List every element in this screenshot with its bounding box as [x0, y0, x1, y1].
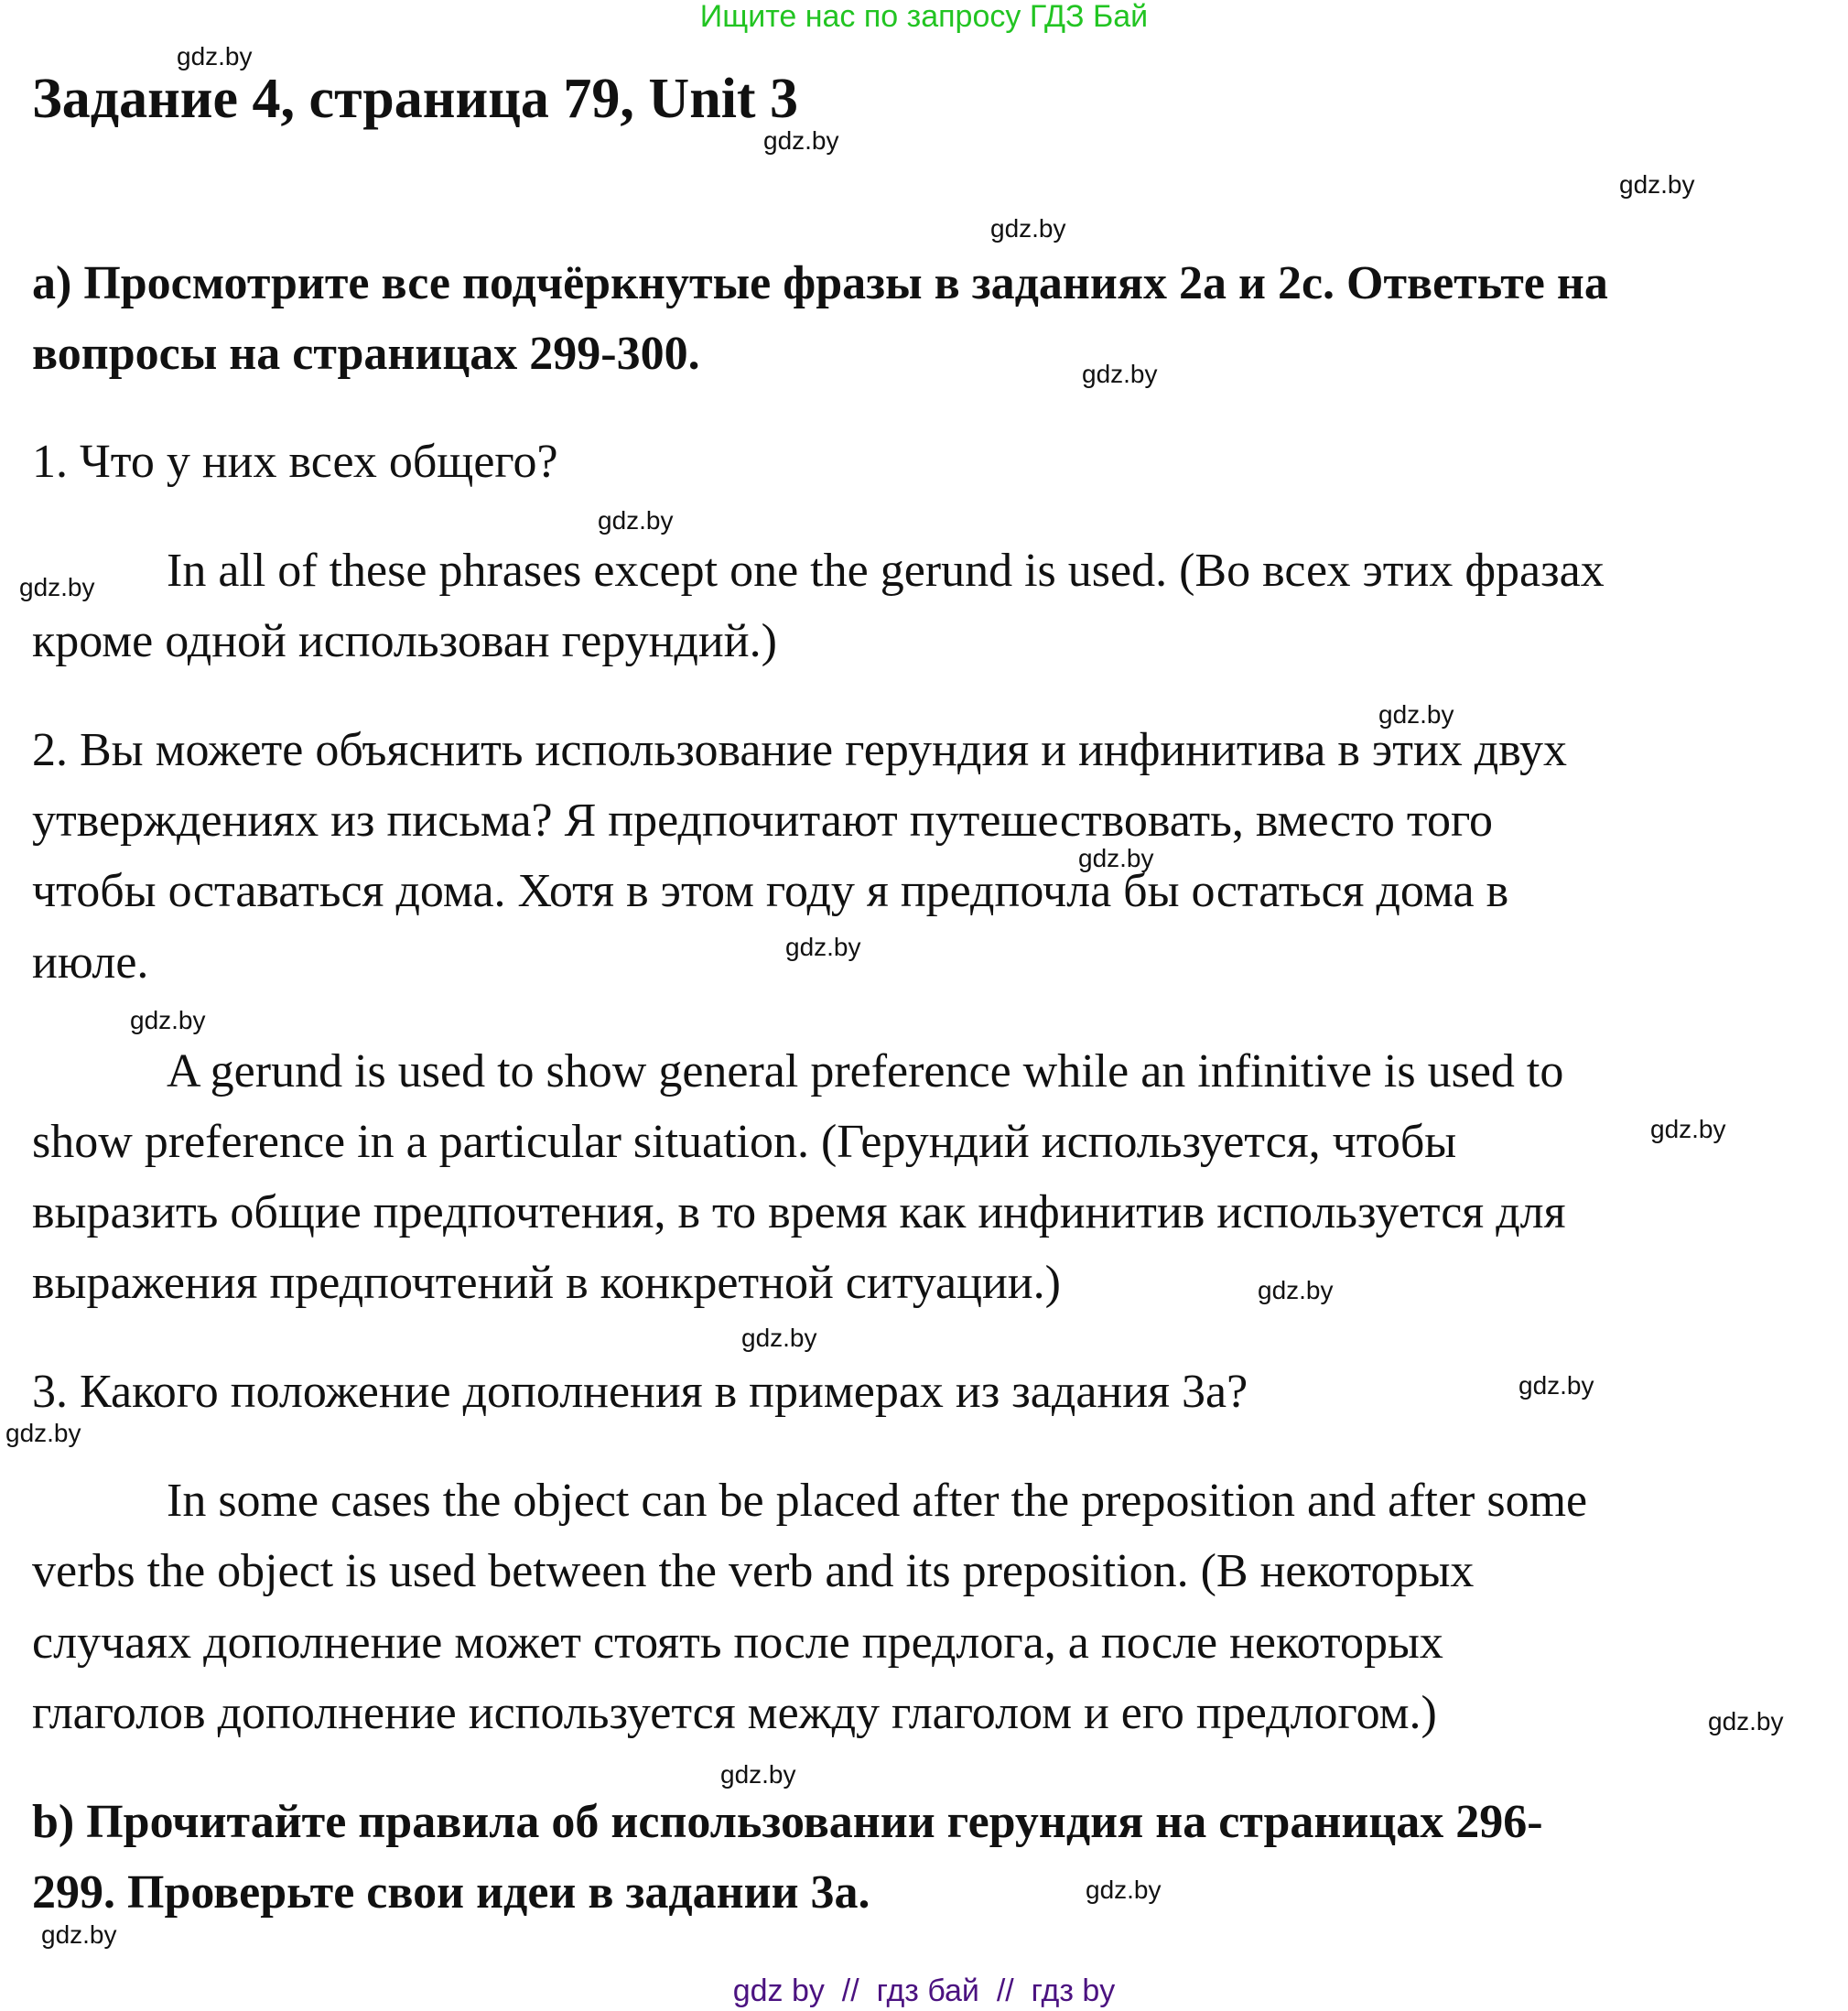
watermark: gdz.by	[1378, 700, 1454, 729]
task-b-line: 299. Проверьте свои идеи в задании 3а.	[32, 1866, 870, 1919]
task-b-line: b) Прочитайте правила об использовании герундия на страницах 296-	[32, 1796, 1543, 1848]
watermark: gdz.by	[1082, 360, 1158, 388]
question-2-line: чтобы оставаться дома. Хотя в этом году я предпочла бы остаться дома в	[32, 865, 1509, 917]
answer-3-line: случаях дополнение может стоять после предлога, а после некоторых	[32, 1616, 1443, 1669]
answer-1-line: In all of these phrases except one the gerund is used. (Во всех этих фразах	[167, 545, 1605, 597]
task-a-line: а) Просмотрите все подчёркнутые фразы в заданиях 2а и 2с. Ответьте на	[32, 257, 1608, 309]
page-title: Задание 4, страница 79, Unit 3	[32, 68, 799, 130]
answer-2-line: A gerund is used to show general preference while an infinitive is used to	[167, 1045, 1564, 1097]
watermark: gdz.by	[1650, 1115, 1726, 1143]
watermark: gdz.by	[41, 1920, 117, 1949]
question-2-line: 2. Вы можете объяснить использование герундия и инфинитива в этих двух	[32, 724, 1568, 776]
watermark: gdz.by	[1078, 844, 1154, 872]
watermark: gdz.by	[177, 42, 253, 70]
question-2-line: утверждениях из письма? Я предпочитают путешествовать, вместо того	[32, 795, 1494, 847]
search-banner: Ищите нас по запросу ГДЗ Бай	[699, 0, 1149, 34]
watermark: gdz.by	[1518, 1371, 1594, 1400]
watermark: gdz.by	[5, 1419, 81, 1447]
answer-1-line: кроме одной использован герундий.)	[32, 615, 777, 667]
watermark: gdz.by	[598, 506, 674, 535]
answer-3-line: verbs the object is used between the verb and its preposition. (В некоторых	[32, 1545, 1475, 1597]
answer-2-line: выражения предпочтений в конкретной ситуации.)	[32, 1257, 1061, 1309]
answer-2-line: выразить общие предпочтения, в то время как инфинитив используется для	[32, 1186, 1566, 1238]
watermark: gdz.by	[785, 933, 861, 961]
watermark: gdz.by	[19, 573, 95, 601]
task-a-line: вопросы на страницах 299-300.	[32, 328, 700, 380]
watermark: gdz.by	[990, 214, 1066, 243]
watermark: gdz.by	[1086, 1876, 1162, 1904]
watermark: gdz.by	[763, 126, 839, 155]
watermark: gdz.by	[130, 1006, 206, 1034]
watermark: gdz.by	[1258, 1276, 1334, 1304]
watermark: gdz.by	[741, 1324, 817, 1352]
answer-3-line: глаголов дополнение используется между глаголом и его предлогом.)	[32, 1687, 1437, 1739]
footer-links: gdz by // гдз бай // гдз by	[732, 1973, 1116, 2008]
answer-3-line: In some cases the object can be placed after the preposition and after some	[167, 1475, 1588, 1527]
answer-2-line: show preference in a particular situation. (Герундий используется, чтобы	[32, 1116, 1457, 1168]
watermark: gdz.by	[1619, 170, 1695, 199]
watermark: gdz.by	[720, 1760, 796, 1789]
question-3: 3. Какого положение дополнения в примерах из задания 3а?	[32, 1366, 1248, 1418]
question-1: 1. Что у них всех общего?	[32, 436, 558, 488]
watermark: gdz.by	[1708, 1707, 1784, 1735]
question-2-line: июле.	[32, 936, 149, 989]
